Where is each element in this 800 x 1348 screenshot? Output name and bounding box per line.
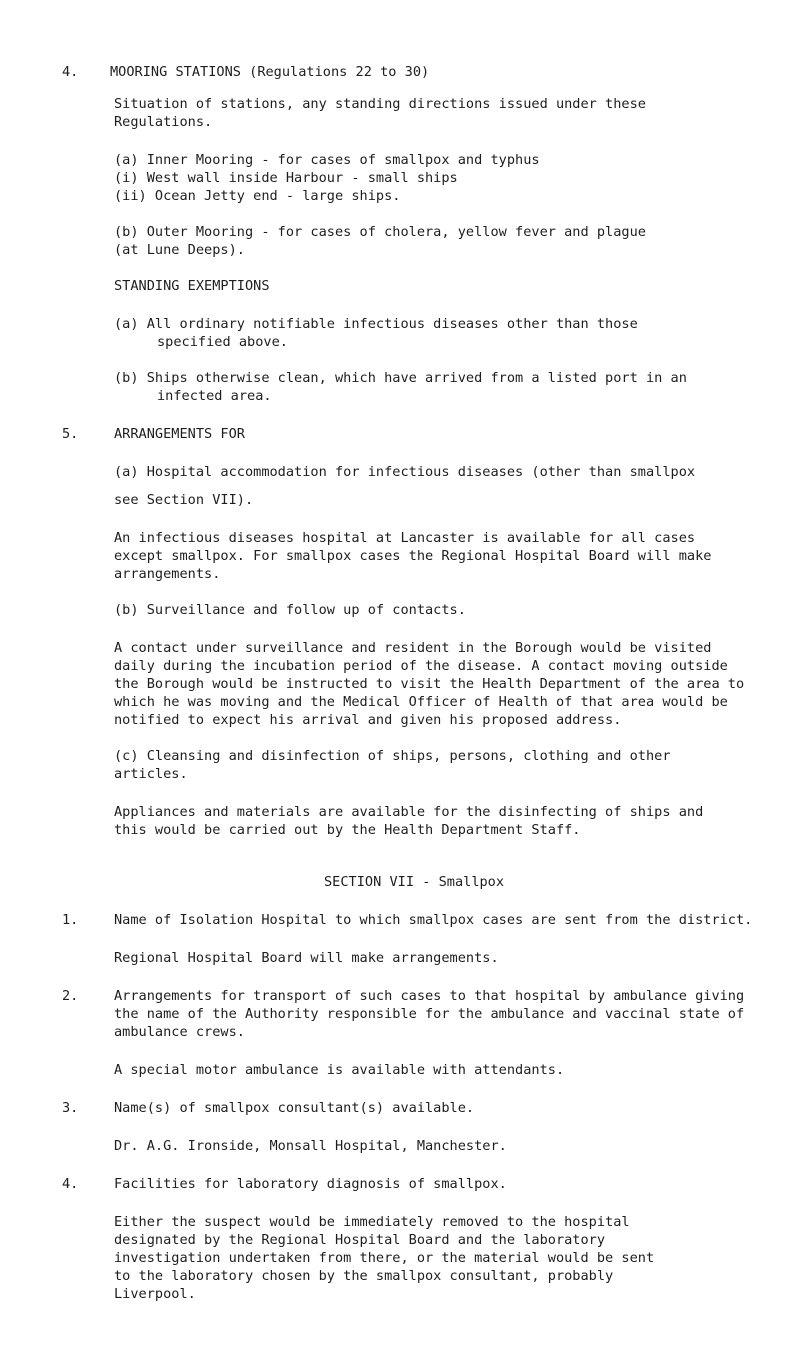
section-number: 2. bbox=[62, 988, 79, 1004]
list-item: articles. bbox=[114, 766, 188, 782]
list-item: (i) West wall inside Harbour - small ships bbox=[114, 170, 458, 186]
paragraph-line: except smallpox. For smallpox cases the Regional Hospital Board will make bbox=[114, 548, 712, 564]
list-item: specified above. bbox=[157, 334, 288, 350]
section-heading: MOORING STATIONS (Regulations 22 to 30) bbox=[110, 64, 430, 80]
paragraph-line: which he was moving and the Medical Officer of Health of that area would be bbox=[114, 694, 728, 710]
section-number: 3. bbox=[62, 1100, 79, 1116]
list-item: see Section VII). bbox=[114, 492, 254, 508]
list-item: (a) All ordinary notifiable infectious diseases other than those bbox=[114, 316, 638, 332]
paragraph-line: notified to expect his arrival and given his proposed address. bbox=[114, 712, 622, 728]
paragraph-line: the name of the Authority responsible for the ambulance and vaccinal state of bbox=[114, 1006, 745, 1022]
paragraph-line: Either the suspect would be immediately removed to the hospital bbox=[114, 1214, 630, 1230]
list-item: (c) Cleansing and disinfection of ships, persons, clothing and other bbox=[114, 748, 671, 764]
list-item: (ii) Ocean Jetty end - large ships. bbox=[114, 188, 401, 204]
paragraph-line: daily during the incubation period of the disease. A contact moving outside bbox=[114, 658, 728, 674]
section-number: 4. bbox=[62, 64, 79, 80]
list-item: (a) Inner Mooring - for cases of smallpox and typhus bbox=[114, 152, 540, 168]
paragraph-line: Liverpool. bbox=[114, 1286, 196, 1302]
paragraph-line: the Borough would be instructed to visit the Health Department of the area to bbox=[114, 676, 745, 692]
section-number: 5. bbox=[62, 426, 79, 442]
paragraph-line: to the laboratory chosen by the smallpox consultant, probably bbox=[114, 1268, 614, 1284]
list-item: infected area. bbox=[157, 388, 272, 404]
paragraph-line: Regulations. bbox=[114, 114, 213, 130]
paragraph-line: this would be carried out by the Health Department Staff. bbox=[114, 822, 581, 838]
paragraph-line: Name of Isolation Hospital to which smallpox cases are sent from the district. bbox=[114, 912, 753, 928]
section-number: 4. bbox=[62, 1176, 79, 1192]
section-heading: ARRANGEMENTS FOR bbox=[114, 426, 245, 442]
list-item: (at Lune Deeps). bbox=[114, 242, 245, 258]
paragraph-line: Appliances and materials are available for the disinfecting of ships and bbox=[114, 804, 704, 820]
paragraph-line: An infectious diseases hospital at Lancaster is available for all cases bbox=[114, 530, 696, 546]
paragraph-line: Facilities for laboratory diagnosis of smallpox. bbox=[114, 1176, 507, 1192]
paragraph-line: A special motor ambulance is available with attendants. bbox=[114, 1062, 565, 1078]
section-heading: SECTION VII - Smallpox bbox=[324, 874, 505, 890]
list-item: (b) Outer Mooring - for cases of cholera, yellow fever and plague bbox=[114, 224, 646, 240]
paragraph-line: arrangements. bbox=[114, 566, 221, 582]
paragraph-line: Name(s) of smallpox consultant(s) available. bbox=[114, 1100, 475, 1116]
paragraph-line: investigation undertaken from there, or the material would be sent bbox=[114, 1250, 655, 1266]
list-item: (b) Ships otherwise clean, which have arrived from a listed port in an bbox=[114, 370, 687, 386]
section-number: 1. bbox=[62, 912, 79, 928]
paragraph-line: ambulance crews. bbox=[114, 1024, 245, 1040]
paragraph-line: Arrangements for transport of such cases to that hospital by ambulance giving bbox=[114, 988, 745, 1004]
list-item: (a) Hospital accommodation for infectious diseases (other than smallpox bbox=[114, 464, 696, 480]
list-item: (b) Surveillance and follow up of contacts. bbox=[114, 602, 466, 618]
paragraph-line: Regional Hospital Board will make arrangements. bbox=[114, 950, 499, 966]
paragraph-line: Situation of stations, any standing directions issued under these bbox=[114, 96, 646, 112]
section-heading: STANDING EXEMPTIONS bbox=[114, 278, 270, 294]
paragraph-line: A contact under surveillance and resident in the Borough would be visited bbox=[114, 640, 712, 656]
paragraph-line: Dr. A.G. Ironside, Monsall Hospital, Manchester. bbox=[114, 1138, 507, 1154]
paragraph-line: designated by the Regional Hospital Board and the laboratory bbox=[114, 1232, 606, 1248]
